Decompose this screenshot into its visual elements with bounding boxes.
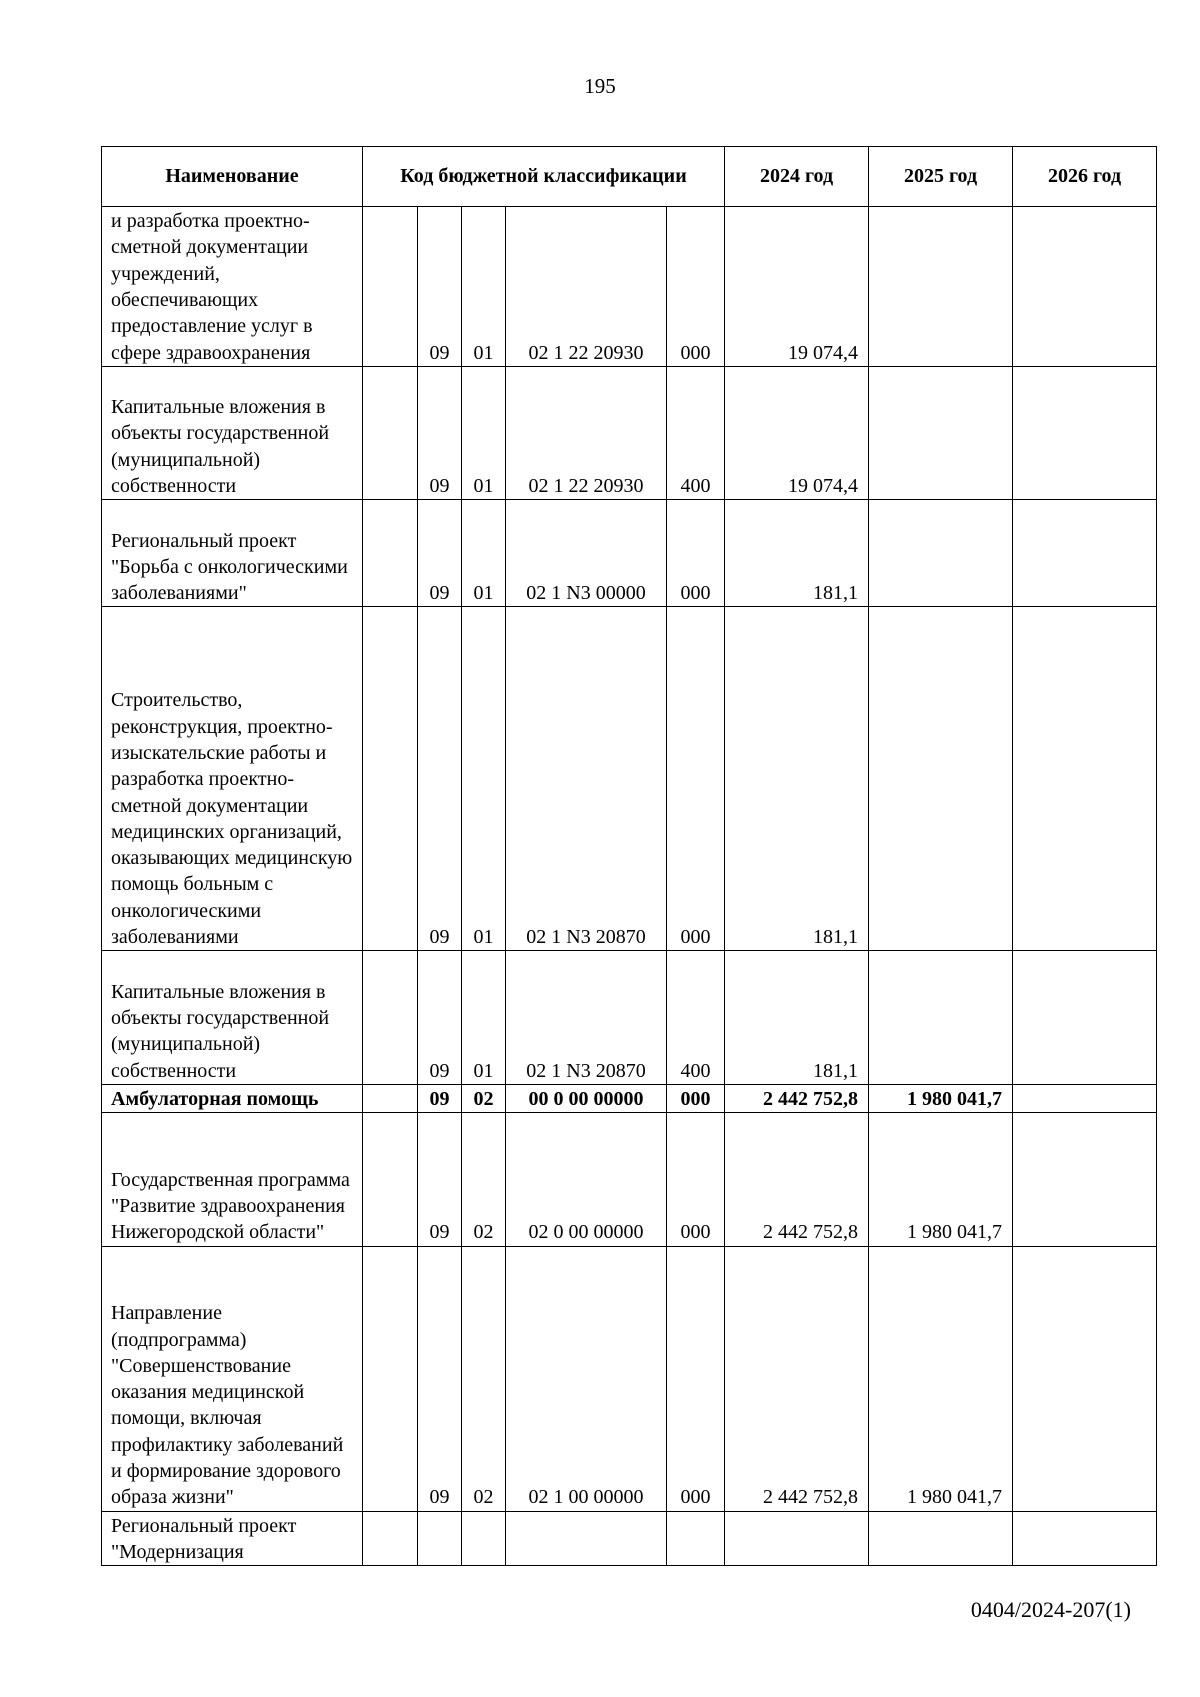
header-2026: 2026 год	[1013, 147, 1157, 207]
table-row	[102, 1246, 1157, 1511]
code-section: 09	[418, 207, 462, 367]
table-row	[102, 500, 1157, 607]
page-number: 195	[584, 74, 616, 98]
table-row	[102, 607, 1157, 951]
table-row	[102, 207, 1157, 367]
code-target-article: 02 1 N3 20870	[506, 951, 667, 1085]
row-name: Капитальные вложения в объекты государственной (муниципальной) собственности	[102, 366, 363, 500]
row-name: и разработка проектно-сметной документации учреждений, обеспечивающих предоставление услуг в сфере здравоохранения	[102, 207, 363, 367]
value-2024	[725, 1511, 869, 1566]
table-body	[102, 207, 1157, 1566]
header-budget-code: Код бюджетной классификации	[363, 147, 725, 207]
code-subsection: 02	[462, 1084, 506, 1112]
table-header-row	[102, 147, 1157, 207]
code-section: 09	[418, 1084, 462, 1112]
code-ved	[363, 500, 418, 607]
code-ved	[363, 366, 418, 500]
value-2026	[1013, 1084, 1157, 1112]
value-2024: 19 074,4	[725, 366, 869, 500]
code-section: 09	[418, 500, 462, 607]
value-2024: 2 442 752,8	[725, 1084, 869, 1112]
code-ved	[363, 1511, 418, 1566]
value-2024: 2 442 752,8	[725, 1246, 869, 1511]
code-subsection: 02	[462, 1246, 506, 1511]
code-target-article: 00 0 00 00000	[506, 1084, 667, 1112]
value-2026	[1013, 1246, 1157, 1511]
code-subsection	[462, 1511, 506, 1566]
value-2026	[1013, 366, 1157, 500]
code-target-article: 02 1 22 20930	[506, 207, 667, 367]
code-subsection: 01	[462, 500, 506, 607]
code-ved	[363, 607, 418, 951]
table-row	[102, 366, 1157, 500]
code-subsection: 01	[462, 366, 506, 500]
code-ved	[363, 1246, 418, 1511]
row-name: Амбулаторная помощь	[102, 1084, 363, 1112]
code-subsection: 02	[462, 1113, 506, 1247]
header-2025: 2025 год	[869, 147, 1013, 207]
value-2026	[1013, 1511, 1157, 1566]
code-expense-type: 000	[667, 1246, 725, 1511]
code-subsection: 01	[462, 607, 506, 951]
code-subsection: 01	[462, 951, 506, 1085]
code-target-article	[506, 1511, 667, 1566]
value-2025	[869, 607, 1013, 951]
code-target-article: 02 1 00 00000	[506, 1246, 667, 1511]
code-section: 09	[418, 1246, 462, 1511]
code-subsection: 01	[462, 207, 506, 367]
row-name: Капитальные вложения в объекты государственной (муниципальной) собственности	[102, 951, 363, 1085]
value-2026	[1013, 607, 1157, 951]
code-section: 09	[418, 1113, 462, 1247]
code-ved	[363, 1113, 418, 1247]
row-name: Региональный проект "Борьба с онкологическими заболеваниями"	[102, 500, 363, 607]
row-name: Строительство, реконструкция, проектно-изыскательские работы и разработка проектно-сметной документации медицинских организаций, оказывающих медицинскую помощь больным с онкологическими заболеваниями	[102, 607, 363, 951]
value-2025	[869, 951, 1013, 1085]
document-code: 0404/2024-207(1)	[970, 1597, 1131, 1622]
code-section: 09	[418, 607, 462, 951]
table-row	[102, 951, 1157, 1085]
code-target-article: 02 1 N3 00000	[506, 500, 667, 607]
value-2025	[869, 500, 1013, 607]
value-2025	[869, 207, 1013, 367]
row-name: Региональный проект "Модернизация	[102, 1511, 363, 1566]
code-target-article: 02 1 N3 20870	[506, 607, 667, 951]
code-expense-type: 000	[667, 1113, 725, 1247]
value-2025: 1 980 041,7	[869, 1113, 1013, 1247]
code-expense-type: 000	[667, 207, 725, 367]
value-2025	[869, 366, 1013, 500]
value-2026	[1013, 500, 1157, 607]
value-2026	[1013, 951, 1157, 1085]
row-name: Государственная программа "Развитие здравоохранения Нижегородской области"	[102, 1113, 363, 1247]
code-section	[418, 1511, 462, 1566]
value-2024: 181,1	[725, 607, 869, 951]
value-2024: 2 442 752,8	[725, 1113, 869, 1247]
value-2026	[1013, 1113, 1157, 1247]
value-2024: 181,1	[725, 951, 869, 1085]
code-section: 09	[418, 366, 462, 500]
value-2025	[869, 1511, 1013, 1566]
code-expense-type: 000	[667, 1084, 725, 1112]
code-expense-type	[667, 1511, 725, 1566]
code-ved	[363, 951, 418, 1085]
row-name: Направление (подпрограмма) "Совершенствование оказания медицинской помощи, включая профилактику заболеваний и формирование здорового образа жизни"	[102, 1246, 363, 1511]
code-target-article: 02 0 00 00000	[506, 1113, 667, 1247]
code-expense-type: 000	[667, 607, 725, 951]
code-expense-type: 000	[667, 500, 725, 607]
code-expense-type: 400	[667, 951, 725, 1085]
value-2025: 1 980 041,7	[869, 1084, 1013, 1112]
code-section: 09	[418, 951, 462, 1085]
code-target-article: 02 1 22 20930	[506, 366, 667, 500]
value-2024: 19 074,4	[725, 207, 869, 367]
table-row	[102, 1084, 1157, 1112]
code-ved	[363, 1084, 418, 1112]
code-expense-type: 400	[667, 366, 725, 500]
value-2025: 1 980 041,7	[869, 1246, 1013, 1511]
value-2026	[1013, 207, 1157, 367]
budget-table	[101, 146, 1157, 1566]
header-name: Наименование	[102, 147, 363, 207]
table-row	[102, 1511, 1157, 1566]
header-2024: 2024 год	[725, 147, 869, 207]
code-ved	[363, 207, 418, 367]
value-2024: 181,1	[725, 500, 869, 607]
table-row	[102, 1113, 1157, 1247]
